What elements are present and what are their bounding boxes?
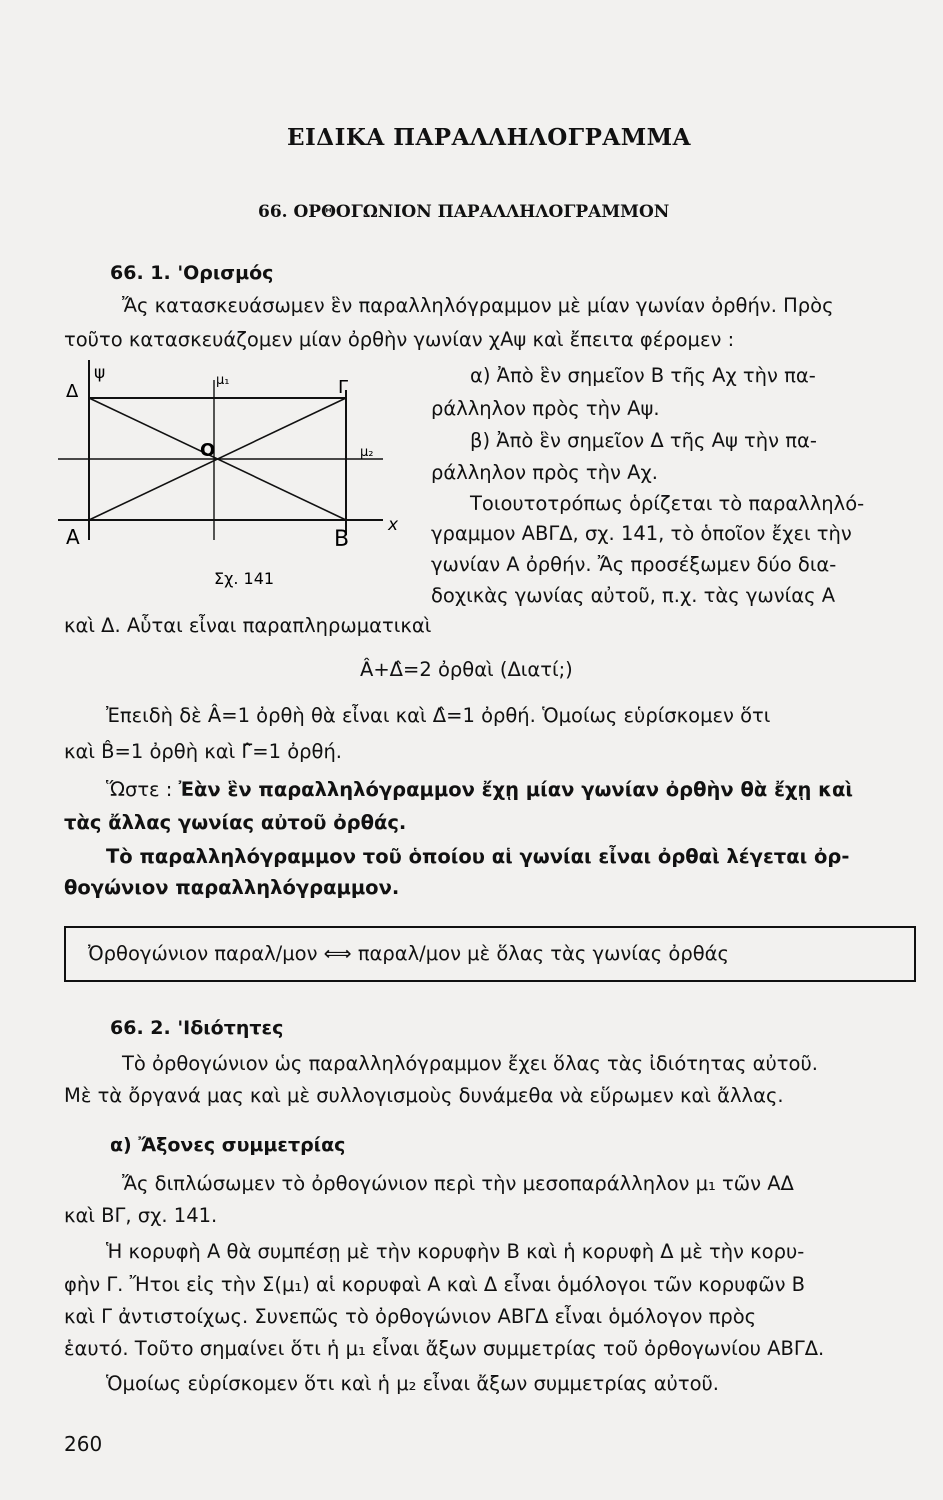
paragraph-line: ράλληλον πρὸς τὴν Αψ.	[431, 397, 660, 420]
definition-box-text: Ὀρθογώνιον παραλ/μον ⟺ παραλ/μον μὲ ὅλας τὰς γωνίας ὀρθάς	[88, 942, 729, 965]
page-number: 260	[64, 1432, 103, 1456]
definition-box	[64, 926, 916, 982]
label-gamma: Γ	[338, 377, 349, 398]
paragraph-line: Μὲ τὰ ὄργανά μας καὶ μὲ συλλογισμοὺς δυνάμεθα νὰ εὕρωμεν καὶ ἄλλας.	[64, 1084, 784, 1107]
definition-line: Τὸ παραλληλόγραμμον τοῦ ὁποίου αἱ γωνίαι εἶναι ὀρθαὶ λέγεται ὀρ-	[106, 845, 850, 868]
equation-line: Â+Δ̂=2 ὀρθαὶ (Διατί;)	[360, 658, 573, 681]
label-o: Ο	[200, 440, 216, 461]
paragraph-line: Ἡ κορυφὴ Α θὰ συμπέσῃ μὲ τὴν κορυφὴν Β καὶ ἡ κορυφὴ Δ μὲ τὴν κορυ-	[106, 1240, 805, 1263]
paragraph-line: β) Ἀπὸ ἓν σημεῖον Δ τῆς Αψ τὴν πα-	[470, 429, 817, 452]
label-beta: Β	[334, 527, 350, 552]
paragraph-line: Ἐπειδὴ δὲ Â=1 ὀρθὴ θὰ εἶναι καὶ Δ̂=1 ὀρθή. Ὁμοίως εὑρίσκομεν ὅτι	[106, 704, 771, 727]
page-title: ΕΙΔΙΚΑ ΠΑΡΑΛΛΗΛΟΓΡΑΜΜΑ	[287, 124, 691, 151]
paragraph-line: Τὸ ὀρθογώνιον ὡς παραλληλόγραμμον ἔχει ὅλας τὰς ἰδιότητας αὐτοῦ.	[122, 1052, 818, 1075]
conclusion-prefix: Ὥστε :	[106, 778, 179, 801]
paragraph-line: ράλληλον πρὸς τὴν Αχ.	[431, 461, 658, 484]
heading-definition: 66. 1. 'Ορισμός	[110, 262, 274, 284]
conclusion-line-2: τὰς ἄλλας γωνίας αὐτοῦ ὀρθάς.	[64, 811, 407, 834]
paragraph-line: γωνίαν Α ὀρθήν. Ἄς προσέξωμεν δύο δια-	[431, 553, 837, 576]
section-title: 66. ΟΡΘΟΓΩΝΙΟΝ ΠΑΡΑΛΛΗΛΟΓΡΑΜΜΟΝ	[258, 202, 670, 222]
paragraph-line: Τοιουτοτρόπως ὁρίζεται τὸ παραλληλό-	[470, 492, 865, 515]
paragraph-line: τοῦτο κατασκευάζομεν μίαν ὀρθὴν γωνίαν χΑψ καὶ ἔπειτα φέρομεν :	[64, 328, 735, 351]
subheading-symmetry-axes: α) Ἄξονες συμμετρίας	[110, 1134, 346, 1156]
figure-141-rectangle-diagram	[58, 360, 408, 592]
definition-line-2: θογώνιον παραλληλόγραμμον.	[64, 876, 400, 899]
paragraph-line: δοχικὰς γωνίας αὐτοῦ, π.χ. τὰς γωνίας Α	[431, 584, 836, 607]
label-mu1: μ₁	[216, 373, 230, 388]
paragraph-line: καὶ ΒΓ, σχ. 141.	[64, 1204, 218, 1227]
paragraph-line: ἑαυτό. Τοῦτο σημαίνει ὅτι ἡ μ₁ εἶναι ἄξων συμμετρίας τοῦ ὀρθογωνίου ΑΒΓΔ.	[64, 1337, 825, 1360]
paragraph-line: γραμμον ΑΒΓΔ, σχ. 141, τὸ ὁποῖον ἔχει τὴν	[431, 522, 852, 545]
label-mu2: μ₂	[360, 445, 374, 460]
paragraph-line: α) Ἀπὸ ἓν σημεῖον Β τῆς Αχ τὴν πα-	[470, 364, 816, 387]
paragraph-line: καὶ B̂=1 ὀρθὴ καὶ Γ̂=1 ὀρθή.	[64, 740, 343, 763]
paragraph-line: φὴν Γ. Ἤτοι εἰς τὴν Σ(μ₁) αἱ κορυφαὶ Α καὶ Δ εἶναι ὁμόλογοι τῶν κορυφῶν Β	[64, 1273, 806, 1296]
conclusion-line	[106, 780, 853, 800]
label-alpha: Α	[66, 525, 80, 549]
paragraph-line: Ἄς διπλώσωμεν τὸ ὀρθογώνιον περὶ τὴν μεσοπαράλληλον μ₁ τῶν ΑΔ	[122, 1172, 794, 1195]
label-chi: x	[388, 515, 399, 535]
heading-properties: 66. 2. 'Ιδιότητες	[110, 1017, 284, 1039]
paragraph-line: Ἄς κατασκευάσωμεν ἓν παραλληλόγραμμον μὲ μίαν γωνίαν ὀρθήν. Πρὸς	[122, 294, 834, 317]
conclusion-bold: Ἐὰν ἓν παραλληλόγραμμον ἔχῃ μίαν γωνίαν ὀρθὴν θὰ ἔχῃ καὶ	[178, 778, 854, 801]
label-delta: Δ	[66, 381, 79, 402]
figure-caption: Σχ. 141	[214, 569, 275, 588]
paragraph-line: καὶ Γ ἀντιστοίχως. Συνεπῶς τὸ ὀρθογώνιον ΑΒΓΔ εἶναι ὁμόλογον πρὸς	[64, 1305, 757, 1328]
label-psi: ψ	[94, 363, 106, 383]
paragraph-line: καὶ Δ. Αὗται εἶναι παραπληρωματικαὶ	[64, 614, 432, 637]
paragraph-line: Ὁμοίως εὑρίσκομεν ὅτι καὶ ἡ μ₂ εἶναι ἄξων συμμετρίας αὐτοῦ.	[106, 1372, 719, 1395]
